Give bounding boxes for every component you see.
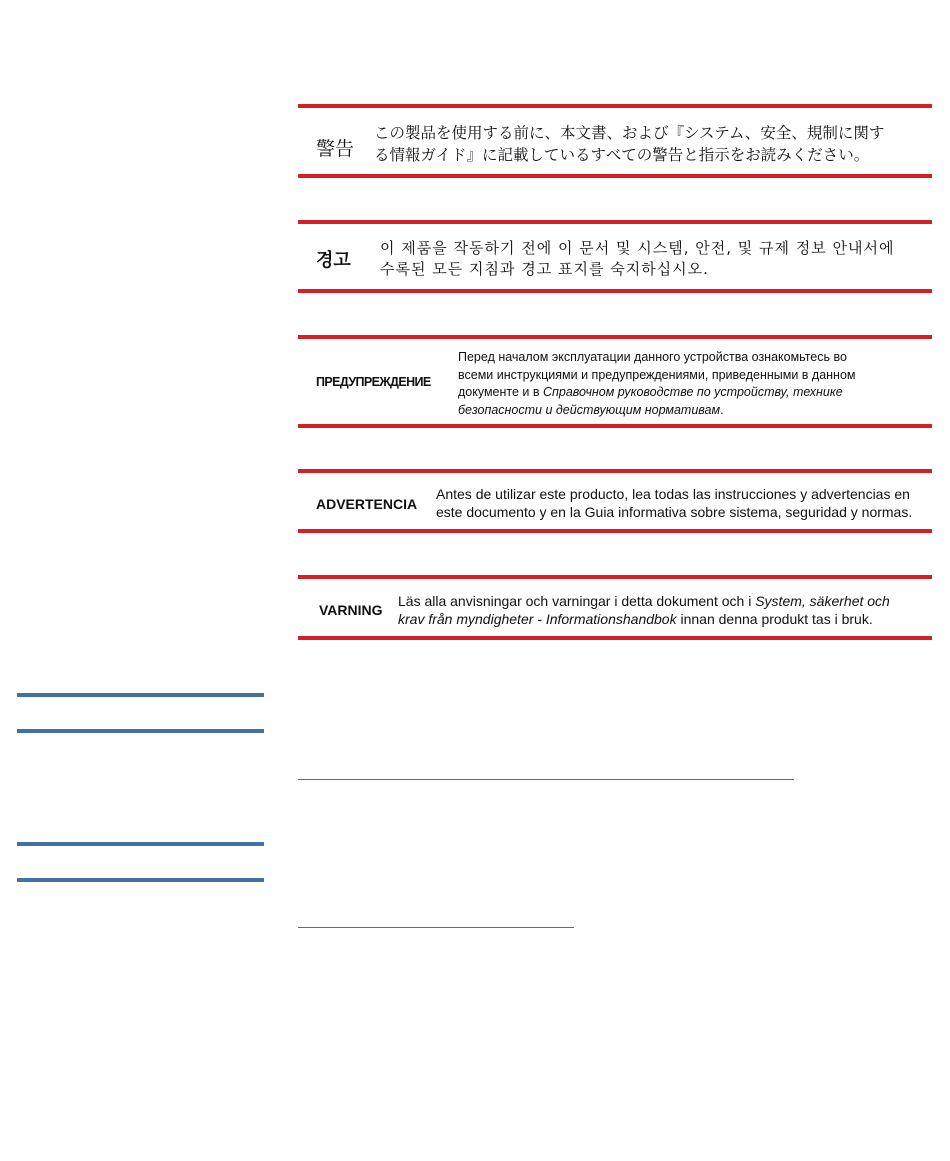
warning-box-japanese [298, 104, 932, 178]
warning-text-run-italic: безопасности и действующим нормативам [458, 402, 721, 417]
warning-text [374, 122, 884, 166]
warning-text-line [436, 485, 912, 503]
warning-box-russian [298, 335, 932, 428]
warning-text-line [458, 367, 856, 385]
warning-box-spanish [298, 469, 932, 533]
warning-text-run: innan denna produkt tas i bruk. [676, 611, 873, 627]
warning-text [380, 238, 894, 280]
warning-text-line [380, 259, 894, 280]
warning-box-swedish [298, 575, 932, 640]
warning-text [458, 349, 856, 419]
warning-label: 警告 [316, 138, 355, 160]
warning-text [398, 592, 890, 628]
warning-text-line [380, 238, 894, 259]
warning-text-run: 이 제품을 작동하기 전에 이 문서 및 시스템, 안전, 및 규제 정보 안내서에 [380, 239, 895, 257]
warning-text-run: este documento y en la Guia informativa sobre sistema, seguridad y normas. [436, 504, 913, 520]
warning-text-run: る情報ガイド』に記載しているすべての警告と指示をお読みください。 [374, 146, 870, 164]
warning-text-run: Antes de utilizar este producto, lea todas las instrucciones y advertencias en [436, 486, 910, 502]
warning-label: ПРЕДУПРЕЖДЕНИЕ [316, 375, 431, 389]
link-underline [298, 779, 794, 780]
warning-text-line [436, 503, 912, 521]
warning-text [436, 485, 912, 521]
sidebar-rule [17, 878, 264, 882]
warning-label: VARNING [319, 602, 383, 618]
warning-text-run: Перед началом эксплуатации данного устройства ознакомьтесь во [458, 350, 847, 364]
warning-text-line [374, 144, 884, 166]
warning-text-run: Läs alla anvisningar och varningar i detta dokument och i [398, 593, 756, 609]
warning-text-line [398, 592, 890, 610]
warning-text-line [374, 122, 884, 144]
sidebar-rule [17, 693, 264, 697]
warning-text-run: всеми инструкциями и предупреждениями, приведенными в данном [458, 367, 856, 382]
link-underline [298, 927, 574, 928]
warning-label: 경고 [316, 250, 351, 271]
sidebar-rule [17, 729, 264, 733]
warning-label: ADVERTENCIA [316, 496, 418, 512]
warning-text-run: документе и в [458, 385, 543, 399]
sidebar-rule [17, 842, 264, 846]
warning-text-line [458, 402, 856, 420]
warning-text-line [458, 384, 856, 402]
warning-text-run: . [720, 402, 724, 417]
warning-box-korean [298, 220, 932, 293]
warning-text-run: この製品を使用する前に、本文書、および『システム、安全、規制に関す [374, 124, 885, 142]
warning-text-run: 수록된 모든 지침과 경고 표지를 숙지하십시오. [380, 260, 709, 278]
warning-text-line [458, 349, 856, 367]
warning-text-line [398, 610, 890, 628]
warning-text-run-italic: Справочном руководстве по устройству, технике [543, 385, 843, 399]
warning-text-run-italic: System, säkerhet och [755, 593, 890, 609]
warning-text-run-italic: krav från myndigheter - Informationshandbok [398, 611, 677, 627]
